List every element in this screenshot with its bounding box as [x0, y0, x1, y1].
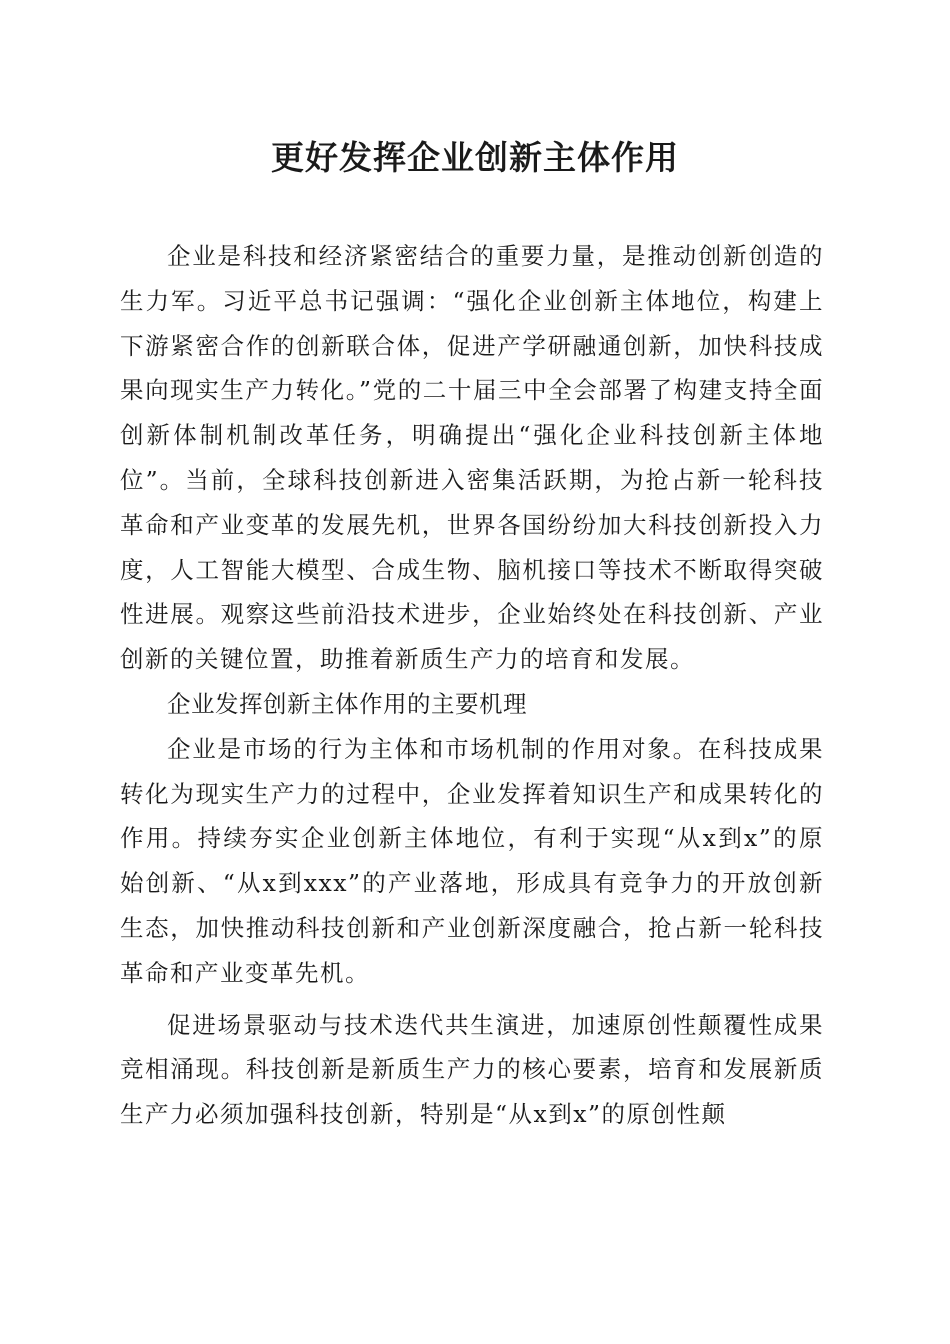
intro-paragraph: 企业是科技和经济紧密结合的重要力量，是推动创新创造的生力军。习近平总书记强调：“强化企业创新主体地位，构建上下游紧密合作的创新联合体，促进产学研融通创新，加快科技成果向现实生产力转化。”党的二十届三中全会部署了构建支持全面创新体制机制改革任务，明确提出“强化企业科技创新主体地位”。当前，全球科技创新进入密集活跃期，为抢占新一轮科技革命和产业变革的发展先机，世界各国纷纷加大科技创新投入力度，人工智能大模型、合成生物、脑机接口等技术不断取得突破性进展。观察这些前沿技术进步，企业始终处在科技创新、产业创新的关键位置，助推着新质生产力的培育和发展。	[120, 242, 824, 674]
mechanism-paragraph: 企业是市场的行为主体和市场机制的作用对象。在科技成果转化为现实生产力的过程中，企业发挥着知识生产和成果转化的作用。持续夯实企业创新主体地位，有利于实现“从x到x”的原始创新、“从x到xxx”的产业落地，形成具有竞争力的开放创新生态，加快推动科技创新和产业创新深度融合，抢占新一轮科技革命和产业变革先机。	[120, 734, 824, 987]
section-heading: 企业发挥创新主体作用的主要机理	[167, 689, 527, 718]
document-title: 更好发挥企业创新主体作用	[271, 138, 679, 177]
document-body	[120, 234, 824, 1137]
scenario-paragraph: 促进场景驱动与技术迭代共生演进，加速原创性颠覆性成果竞相涌现。科技创新是新质生产力的核心要素，培育和发展新质生产力必须加强科技创新，特别是“从x到x”的原创性颠	[120, 1010, 824, 1129]
